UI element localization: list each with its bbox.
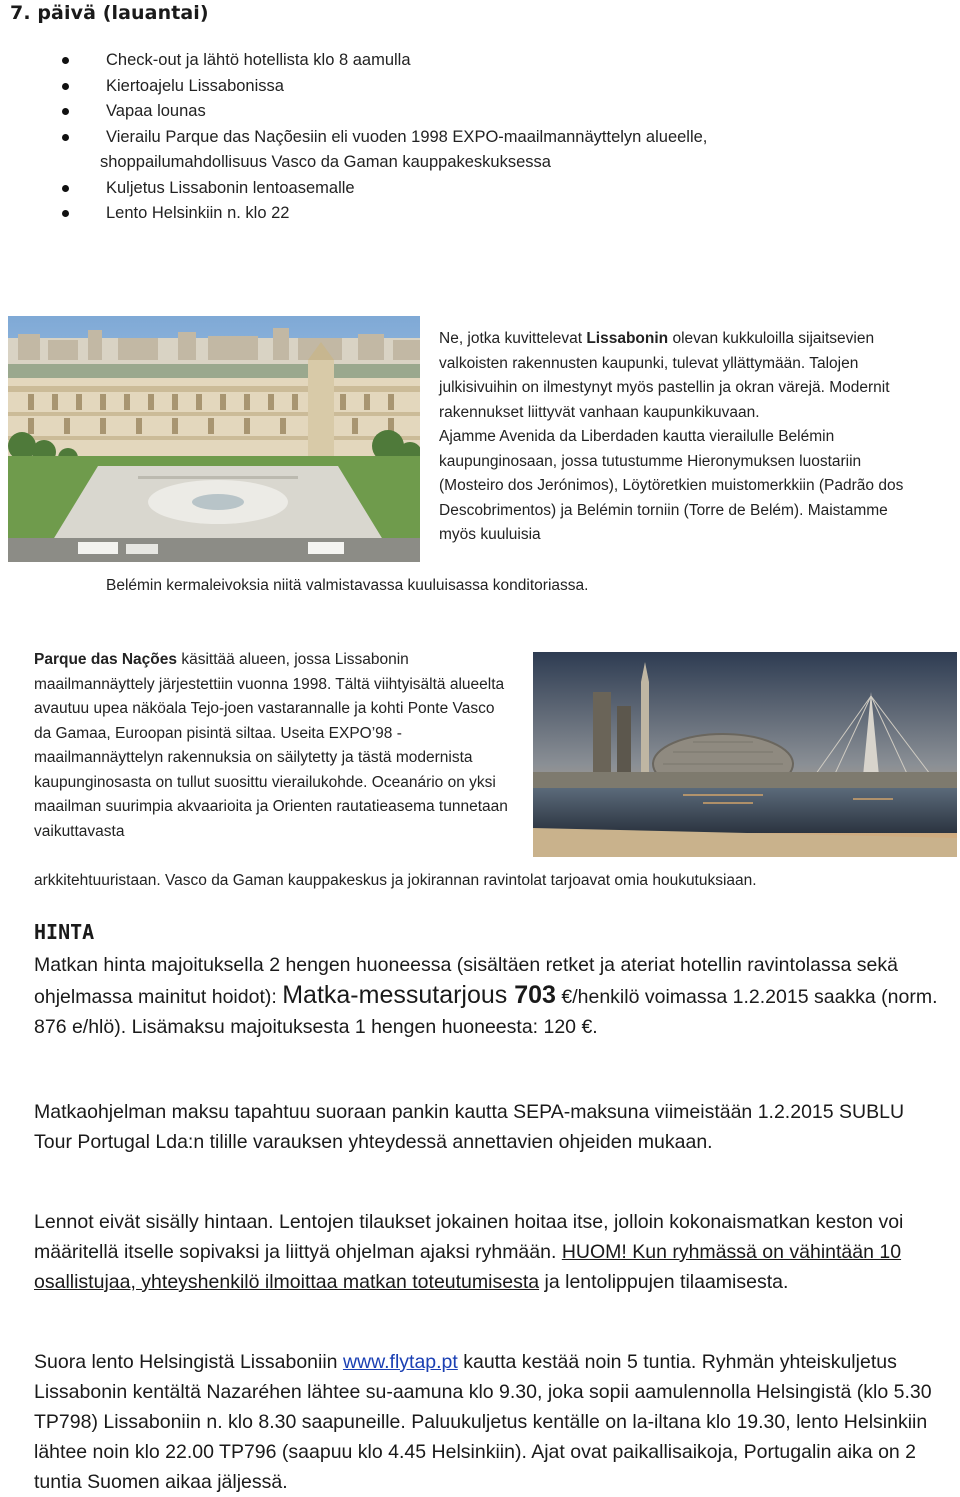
flights-paragraph (34, 1207, 944, 1297)
flights-notice: HUOM! Kun ryhmässä on vähintään 10 osallistujaa, yhteyshenkilö ilmoittaa matkan toteutumisesta (34, 1241, 902, 1293)
payment-paragraph: Matkaohjelman maksu tapahtuu suoraan pankin kautta SEPA-maksuna viimeistään 1.2.2015 SUBLU Tour Portugal Lda:n tilille varauksen yhteydessä annettavien ohjeiden mukaan. (34, 1101, 905, 1153)
list-item: Vapaa lounas (62, 99, 707, 125)
jeronimos-monastery-photo (8, 316, 420, 562)
belem-body: Ajamme Avenida da Liberdaden kautta vierailulle Belémin kaupunginosaan, jossa tutustumme Hieronymuksen luostariin (Mosteiro dos Jerónimos), Löytöretkien muistomerkkiin (Padrão dos Descobrimentos) ja Belémin torniin (Torre de Belém). Maistamme myös kuuluisia (439, 428, 904, 543)
parque-bold: Parque das Nações (34, 651, 178, 668)
list-item: Kuljetus Lissabonin lentoasemalle (62, 176, 707, 202)
belem-intro-bold: Lissabonin (586, 330, 669, 347)
direct-flight-paragraph (34, 1347, 954, 1497)
offer-label: Matka-messutarjous (282, 981, 515, 1009)
list-item: Kiertoajelu Lissabonissa (62, 74, 707, 100)
price-validity: voimassa 1.2.2015 saakka (norm. 876 e/hlö). Lisämaksu majoituksesta 1 hengen huoneesta: 120 €. (34, 986, 938, 1038)
list-item (62, 125, 707, 176)
direct-post: kautta kestää noin 5 tuntia. Ryhmän yhteiskuljetus Lissabonin kentältä Nazaréhen lähtee su-aamuna klo 9.30, joka sopii aamulennolla Helsingistä (klo 5.30 TP798) Lissaboniin n. klo 8.30 saapuneille. Paluukuljetus kentälle on la-iltana klo 19.30, lento Helsinkiin lähtee noin klo 22.00 TP796 (saapuu klo 4.45 Helsinkiin). Ajat ovat paikallisaikoja, Portugalin aika on 2 tuntia Suomen aikaa jäljessä. (34, 1351, 932, 1493)
itinerary-list (62, 48, 707, 227)
offer-per-person: €/henkilö (555, 986, 640, 1008)
parque-das-nacoes-photo (533, 652, 957, 857)
list-item-text: Vierailu Parque das Naçõesiin eli vuoden 1998 EXPO-maailmannäyttelyn alueelle, (106, 127, 708, 146)
direct-pre: Suora lento Helsingistä Lissaboniin (34, 1351, 343, 1373)
price-heading: HINTA (34, 920, 95, 944)
flytap-link[interactable]: www.flytap.pt (342, 1351, 458, 1373)
parque-paragraph (34, 648, 514, 844)
belem-paragraph (439, 327, 909, 548)
price-intro: Matkan hinta majoituksella 2 hengen huoneessa (sisältäen retket ja ateriat hotellin ravintolassa sekä ohjelmassa mainitut hoidot): (34, 954, 898, 1008)
parque-last-line: arkkitehtuuristaan. Vasco da Gaman kauppakeskus ja jokirannan ravintolat tarjoavat omia houkutuksiaan. (34, 872, 757, 889)
offer-amount: 703 (514, 981, 556, 1009)
flights-tail: ja lentolippujen tilaamisesta. (539, 1271, 789, 1293)
list-item: Lento Helsinkiin n. klo 22 (62, 201, 707, 227)
day-title: 7. päivä (lauantai) (10, 2, 209, 24)
flights-text: Lennot eivät sisälly hintaan. Lentojen tilaukset jokainen hoitaa itse, jolloin kokonaismatkan keston voi määritellä itselle sopivaksi ja liittyä ohjelman ajaksi ryhmään. (34, 1211, 904, 1263)
belem-intro-pre: Ne, jotka kuvittelevat (439, 330, 587, 347)
belem-intro-post: olevan kukkuloilla sijaitsevien valkoisten rakennusten kaupunki, tulevat yllättymään. Talojen julkisivuihin on ilmestynyt myös pastellin ja okran värejä. Modernit rakennukset liittyvät vanhaan kaupunkikuvaan. (439, 330, 890, 421)
belem-last-line: Belémin kermaleivoksia niitä valmistavassa kuuluisassa konditoriassa. (106, 577, 589, 594)
list-item-continuation: shoppailumahdollisuus Vasco da Gaman kauppakeskuksessa (100, 153, 551, 171)
price-paragraph (34, 950, 944, 1042)
parque-text: käsittää alueen, jossa Lissabonin maailmannäyttely järjestettiin vuonna 1998. Tältä viihtyisältä alueelta avautuu upea näköala Tejo-joen vastarannalle ja kohti Ponte Vasco da Gamaa, Euroopan pisintä siltaa. Useita EXPO’98 -maailmannäyttelyn rakennuksia on säilytetty ja tästä modernista kaupunginosasta on tullut suosittu vierailukohde. Oceanário on yksi maailman suurimpia akvaarioita ja Orienten rautatieasema tunnetaan vaikuttavasta (34, 651, 508, 840)
list-item: Check-out ja lähtö hotellista klo 8 aamulla (62, 48, 707, 74)
